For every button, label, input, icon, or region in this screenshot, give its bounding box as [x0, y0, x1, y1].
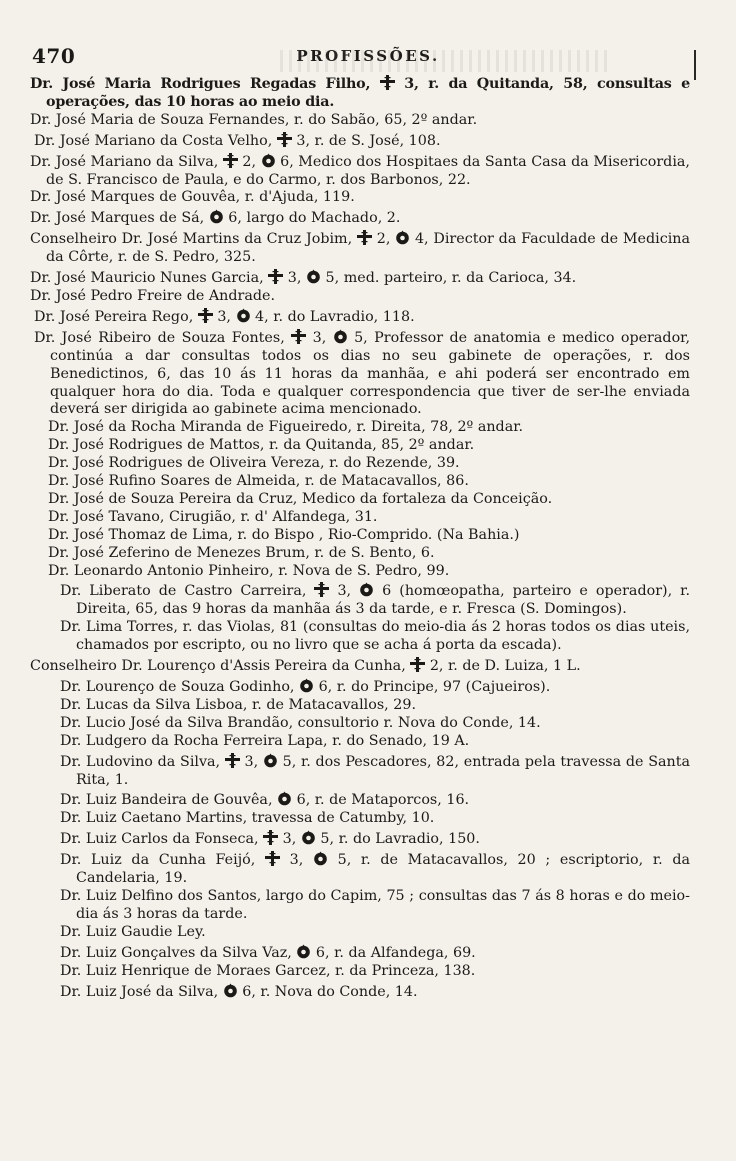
- entry-text: 3,: [279, 852, 313, 869]
- directory-entry: [30, 207, 690, 228]
- directory-entry: [48, 527, 690, 545]
- directory-entry: [60, 888, 690, 924]
- entry-text: 6, r. da Alfandega, 69.: [311, 944, 476, 961]
- entry-text: Dr. Ludgero da Rocha Ferreira Lapa, r. do Senado, 19 A.: [60, 732, 470, 749]
- entry-text: 4, r. do Lavradio, 118.: [250, 308, 415, 325]
- order-cross-icon: [357, 230, 372, 245]
- entry-text: 3,: [278, 831, 301, 848]
- order-cross-icon: [268, 269, 283, 284]
- directory-entry: [30, 228, 690, 267]
- entry-text: Dr. José Mariano da Silva,: [30, 153, 223, 170]
- entry-text: 6, r. Nova do Conde, 14.: [237, 983, 418, 1000]
- directory-entry: [60, 733, 690, 751]
- entry-text: Dr. José Pedro Freire de Andrade.: [30, 287, 276, 304]
- entry-text: Dr. Luiz Caetano Martins, travessa de Catumby, 10.: [60, 810, 435, 827]
- entry-text: Dr. José Maria de Souza Fernandes, r. do Sabão, 65, 2º andar.: [30, 111, 478, 128]
- entry-text: Dr. José Pereira Rego,: [34, 308, 198, 325]
- order-rose-icon: [209, 209, 224, 224]
- order-cross-icon: [223, 153, 238, 168]
- directory-entry: [48, 509, 690, 527]
- directory-entry: [30, 288, 690, 306]
- entry-text: Dr. José Marques de Gouvêa, r. d'Ajuda, 119.: [30, 189, 355, 206]
- entry-text: 3,: [212, 308, 236, 325]
- directory-entry: [30, 112, 690, 130]
- directory-entry: [48, 419, 690, 437]
- entry-text: Dr. Ludovino da Silva,: [60, 753, 225, 770]
- directory-entry: [48, 563, 690, 581]
- directory-entry: [60, 789, 690, 810]
- entry-text: Dr. Liberato de Castro Carreira,: [60, 583, 315, 600]
- entry-text: Dr. José Mauricio Nunes Garcia,: [30, 270, 269, 287]
- directory-entry: [30, 267, 690, 288]
- order-cross-icon: [314, 582, 329, 597]
- directory-entry: [60, 580, 690, 619]
- order-rose-icon: [306, 269, 321, 284]
- entry-text: Conselheiro Dr. José Martins da Cruz Jobim,: [30, 231, 357, 248]
- entry-text: 3,: [283, 270, 306, 287]
- order-cross-icon: [225, 753, 240, 768]
- order-rose-icon: [296, 944, 311, 959]
- entry-text: Dr. José de Souza Pereira da Cruz, Medico da fortaleza da Conceição.: [48, 490, 553, 507]
- entry-text: 6 (homœopatha, parteiro e operador), r. Direita, 65, das 9 horas da manhãa ás 3 da tarde, e r. Fresca (S. Domingos).: [76, 583, 690, 618]
- entry-text: Dr. Lourenço de Souza Godinho,: [60, 679, 300, 695]
- entry-text: Dr. José Zeferino de Menezes Brum, r. de S. Bento, 6.: [48, 544, 435, 561]
- order-rose-icon: [261, 153, 276, 168]
- directory-entry: [48, 545, 690, 563]
- entry-text: 2,: [237, 153, 261, 170]
- entry-text: Dr. Lucas da Silva Lisboa, r. de Matacavallos, 29.: [60, 696, 416, 713]
- order-rose-icon: [313, 851, 328, 866]
- entry-text: 3,: [306, 329, 333, 346]
- entry-text: Dr. Luiz Gaudie Ley.: [60, 923, 206, 940]
- directory-entry: [60, 751, 690, 790]
- entry-text: Dr. Luiz José da Silva,: [60, 983, 223, 1000]
- margin-rule: [694, 50, 696, 80]
- entry-text: 2,: [371, 231, 396, 248]
- order-rose-icon: [263, 753, 278, 768]
- entry-text: 2, r. de D. Luiza, 1 L.: [425, 658, 581, 675]
- entry-text: 6, largo do Machado, 2.: [223, 210, 401, 227]
- directory-entry: [30, 151, 690, 190]
- directory-entry: [60, 810, 690, 828]
- directory-entry: [60, 849, 690, 888]
- entry-text: Dr. Luiz Carlos da Fonseca,: [60, 831, 264, 848]
- entry-text: Dr. José Marques de Sá,: [30, 210, 209, 227]
- order-rose-icon: [359, 582, 374, 597]
- entry-text: Dr. José Tavano, Cirugião, r. d' Alfandega, 31.: [48, 508, 378, 525]
- entry-text: 5, r. dos Pescadores, 82, entrada pela travessa de Santa Rita, 1.: [76, 753, 690, 788]
- directory-entry: [48, 473, 690, 491]
- entry-text: Dr. José Rodrigues de Mattos, r. da Quitanda, 85, 2º andar.: [48, 437, 475, 454]
- entry-text: Dr. José Rodrigues de Oliveira Vereza, r. do Rezende, 39.: [48, 455, 460, 472]
- order-cross-icon: [410, 657, 425, 672]
- entry-text: Dr. Luiz Henrique de Moraes Garcez, r. da Princeza, 138.: [60, 962, 476, 979]
- entry-text: Dr. Lima Torres, r. das Violas, 81 (consultas do meio-dia ás 2 horas todos os dias uteis, chamados por escripto, ou no livro que se acha á porta da escada).: [60, 619, 690, 654]
- entry-text: 5, r. de Matacavallos, 20 ; escriptorio, r. da Candelaria, 19.: [76, 852, 690, 887]
- entry-text: Dr. José Maria Rodrigues Regadas Filho,: [30, 76, 380, 92]
- page-header: [30, 44, 706, 68]
- order-cross-icon: [263, 830, 278, 845]
- entry-text: Conselheiro Dr. Lourenço d'Assis Pereira da Cunha,: [30, 658, 411, 675]
- show-through-print: [280, 50, 610, 72]
- order-cross-icon: [277, 132, 292, 147]
- directory-entry: [34, 130, 690, 151]
- entry-text: Dr. Luiz Delfino dos Santos, largo do Capim, 75 ; consultas das 7 ás 8 horas e do meio-dia ás 3 horas da tarde.: [60, 887, 690, 922]
- directory-entry: [60, 676, 690, 697]
- entry-text: 5, med. parteiro, r. da Carioca, 34.: [320, 270, 577, 287]
- entry-text: 5, Professor de anatomia e medico operador, continúa a dar consultas todos os dias no seu gabinete de operações, r. dos Benedictinos, 6, das 10 ás 11 horas da manhãa, e ahi poderá ser encontrado em qualquer hora do dia. Toda e qualquer correspondencia que tiver de ser-lhe enviada deverá ser dirigida ao gabinete acima mencionado.: [50, 329, 690, 418]
- entry-text: 3, r. de S. José, 108.: [291, 132, 441, 149]
- entry-text: Dr. Luiz da Cunha Feijó,: [60, 852, 265, 869]
- order-cross-icon: [198, 308, 213, 323]
- directory-entry: [48, 437, 690, 455]
- entry-text: Dr. José da Rocha Miranda de Figueiredo, r. Direita, 78, 2º andar.: [48, 419, 524, 436]
- directory-entry: [60, 963, 690, 981]
- entry-text: 4, Director da Faculdade de Medicina da Côrte, r. de S. Pedro, 325.: [46, 231, 691, 266]
- entry-text: 6, r. de Mataporcos, 16.: [292, 792, 470, 809]
- order-rose-icon: [236, 308, 251, 323]
- order-cross-icon: [380, 75, 395, 90]
- directory-entry: [60, 715, 690, 733]
- entry-list: [30, 73, 690, 1001]
- order-rose-icon: [333, 329, 348, 344]
- entry-text: Dr. José Mariano da Costa Velho,: [34, 132, 277, 149]
- directory-entry: [30, 73, 690, 112]
- entry-text: Dr. Lucio José da Silva Brandão, consultorio r. Nova do Conde, 14.: [60, 714, 541, 731]
- order-cross-icon: [265, 851, 280, 866]
- directory-entry: [30, 655, 690, 676]
- entry-text: 6, r. do Principe, 97 (Cajueiros).: [314, 679, 551, 695]
- directory-entry: [60, 924, 690, 942]
- running-title: PROFISSÕES.: [296, 47, 440, 65]
- directory-entry: [30, 189, 690, 207]
- order-cross-icon: [291, 329, 306, 344]
- entry-text: Dr. José Thomaz de Lima, r. do Bispo , Rio-Comprido. (Na Bahia.): [48, 526, 520, 543]
- order-rose-icon: [299, 678, 314, 693]
- directory-entry: [48, 491, 690, 509]
- entry-text: 3, r. da Quitanda, 58, consultas e operações, das 10 horas ao meio dia.: [46, 76, 690, 110]
- entry-text: Dr. José Rufino Soares de Almeida, r. de Matacavallos, 86.: [48, 473, 469, 490]
- directory-entry: [34, 327, 690, 420]
- entry-text: Dr. Luiz Gonçalves da Silva Vaz,: [60, 944, 297, 961]
- entry-text: 6, Medico dos Hospitaes da Santa Casa da Misericordia, de S. Francisco de Paula, e do Carmo, r. dos Barbonos, 22.: [46, 153, 690, 188]
- directory-entry: [60, 697, 690, 715]
- directory-entry: [60, 619, 690, 655]
- order-rose-icon: [301, 830, 316, 845]
- directory-entry: [60, 942, 690, 963]
- order-rose-icon: [395, 230, 410, 245]
- entry-text: 3,: [239, 753, 263, 770]
- entry-text: 5, r. do Lavradio, 150.: [315, 831, 480, 848]
- directory-entry: [34, 306, 690, 327]
- entry-text: Dr. José Ribeiro de Souza Fontes,: [34, 329, 292, 346]
- entry-text: 3,: [329, 583, 360, 600]
- order-rose-icon: [277, 791, 292, 806]
- directory-entry: [60, 828, 690, 849]
- entry-text: Dr. Leonardo Antonio Pinheiro, r. Nova de S. Pedro, 99.: [48, 562, 450, 579]
- entry-text: Dr. Luiz Bandeira de Gouvêa,: [60, 792, 278, 809]
- order-rose-icon: [223, 983, 238, 998]
- directory-entry: [60, 981, 690, 1002]
- directory-entry: [48, 455, 690, 473]
- page-number: 470: [32, 44, 76, 68]
